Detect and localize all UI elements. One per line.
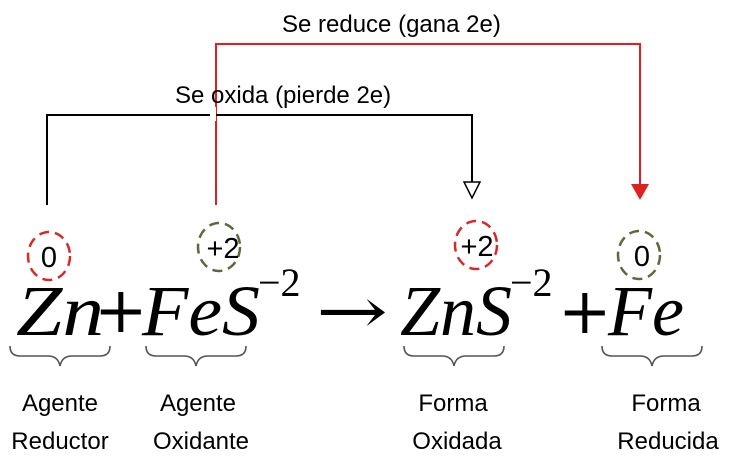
- caption-forma-oxidada-line1: Forma: [418, 390, 488, 417]
- caption-forma-reducida-line2: Reducida: [617, 428, 719, 455]
- reactant-fes: FeS: [140, 271, 260, 351]
- underbraces: [10, 346, 702, 366]
- oxidation-arrow-line: [47, 115, 472, 205]
- product-zns: ZnS: [400, 271, 512, 351]
- reduction-arrow-label: Se reduce (gana 2e): [282, 11, 501, 38]
- plus-sign-2: +: [558, 275, 612, 349]
- reduction-arrow-line: [216, 44, 640, 205]
- oxidation-label-gap: [210, 107, 216, 121]
- oxidation-state-value: 0: [40, 242, 58, 274]
- product-fe: Fe: [606, 271, 684, 351]
- caption-agente-reductor-line2: Reductor: [11, 428, 109, 455]
- product-zns-charge: −2: [510, 260, 553, 305]
- reactant-fes-charge: −2: [258, 260, 301, 305]
- caption-agente-reductor-line1: Agente: [21, 390, 99, 417]
- oxidation-arrow-head: [464, 182, 480, 198]
- reaction-arrow: →: [316, 275, 388, 349]
- caption-forma-reducida-line1: Forma: [631, 390, 701, 417]
- oxidation-state-value: +2: [460, 231, 494, 263]
- plus-sign-1: +: [94, 274, 148, 348]
- caption-agente-oxidante-line1: Agente: [159, 390, 237, 417]
- oxidation-arrow-label: Se oxida (pierde 2e): [175, 82, 392, 109]
- caption-agente-oxidante-line2: Oxidante: [152, 428, 250, 455]
- reactant-zn: Zn: [16, 271, 104, 351]
- oxidation-state-zn-product: [455, 221, 497, 269]
- reduction-arrow-head: [631, 184, 649, 200]
- oxidation-state-fe-reactant: [198, 223, 240, 271]
- caption-forma-oxidada-line2: Oxidada: [412, 428, 502, 455]
- oxidation-state-value: +2: [206, 233, 240, 265]
- oxidation-state-value: 0: [633, 241, 651, 273]
